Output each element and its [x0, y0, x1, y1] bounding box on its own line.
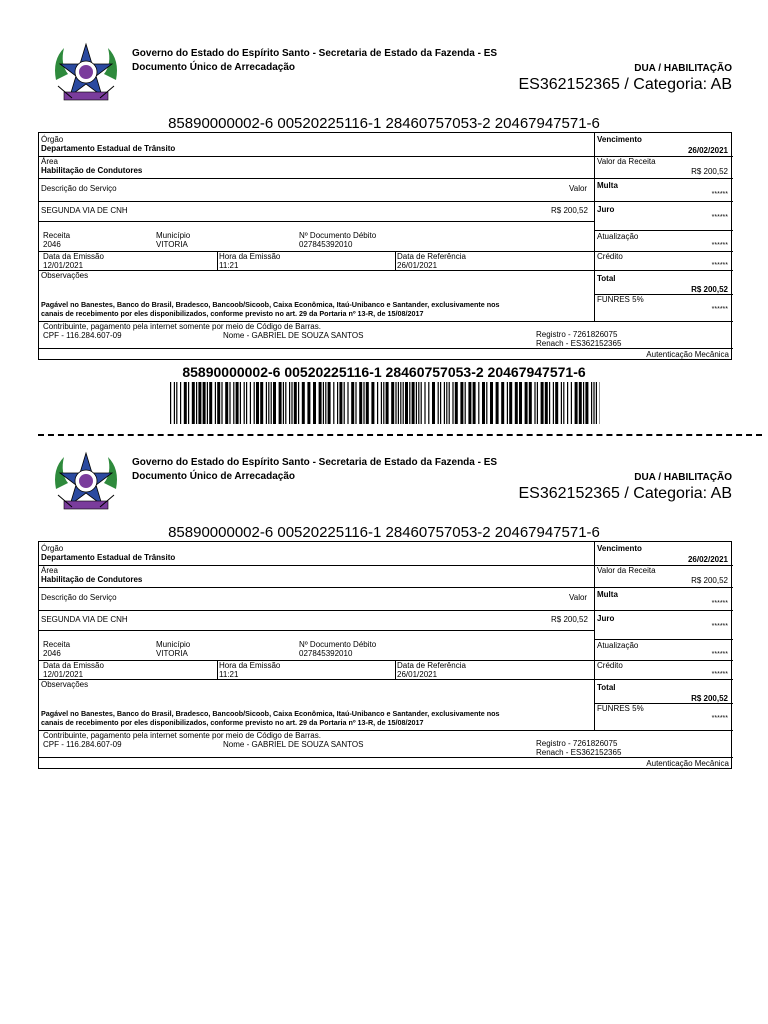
cpf: CPF - 116.284.607-09: [43, 740, 122, 749]
atualizacao-value: ******: [711, 242, 728, 249]
observacoes-text-2: canais de recebimento por eles disponibilizados, conforme previsto no art. 29 da Portaria nº 13-R, de 15/08/2017: [41, 718, 424, 727]
total-label: Total: [597, 683, 616, 692]
juro-value: ******: [711, 623, 728, 630]
atualizacao-value: ******: [711, 651, 728, 658]
doc-debito-label: Nº Documento Débito: [299, 231, 377, 240]
hora-value: 11:21: [219, 261, 239, 270]
doc-debito-label: Nº Documento Débito: [299, 640, 377, 649]
emissao-label: Data da Emissão: [43, 252, 104, 261]
total-value: R$ 200,52: [691, 694, 728, 703]
total-label: Total: [597, 274, 616, 283]
descricao-label: Descrição do Serviço: [41, 184, 117, 193]
funres-label: FUNRES 5%: [597, 704, 644, 713]
observacoes-text-1: Pagável no Banestes, Banco do Brasil, Bradesco, Bancoob/Sicoob, Caixa Econômica, Itaú-Unibanco e Santander, exclusivamente nos: [41, 709, 500, 718]
credito-label: Crédito: [597, 252, 623, 261]
referencia-value: 26/01/2021: [397, 261, 438, 270]
renach: Renach - ES362152365: [536, 339, 622, 348]
valor-receita-label: Valor da Receita: [597, 157, 656, 166]
credito-label: Crédito: [597, 661, 623, 670]
receita-label: Receita: [43, 231, 71, 240]
nome: Nome - GABRIEL DE SOUZA SANTOS: [223, 740, 364, 749]
nome: Nome - GABRIEL DE SOUZA SANTOS: [223, 331, 364, 340]
doc-type: DUA / HABILITAÇÃO: [634, 63, 732, 74]
cpf: CPF - 116.284.607-09: [43, 331, 122, 340]
atualizacao-label: Atualização: [597, 641, 639, 650]
doc-debito-value: 027845392010: [299, 649, 353, 658]
dua-copy-2-container: [0, 409, 768, 768]
referencia-label: Data de Referência: [397, 252, 466, 261]
valor-label: Valor: [569, 184, 588, 193]
referencia-label: Data de Referência: [397, 661, 466, 670]
multa-label: Multa: [597, 590, 618, 599]
emissao-label: Data da Emissão: [43, 661, 104, 670]
multa-label: Multa: [597, 181, 618, 190]
juro-label: Juro: [597, 614, 615, 623]
multa-value: ******: [711, 191, 728, 198]
atualizacao-label: Atualização: [597, 232, 639, 241]
valor-receita-value: R$ 200,52: [691, 167, 728, 176]
renach: Renach - ES362152365: [536, 748, 622, 757]
observacoes-label: Observações: [41, 680, 89, 689]
valor-label: Valor: [569, 593, 588, 602]
hora-label: Hora da Emissão: [219, 252, 281, 261]
area-value: Habilitação de Condutores: [41, 166, 143, 175]
area-label: Área: [41, 566, 58, 575]
observacoes-label: Observações: [41, 271, 89, 280]
vencimento-label: Vencimento: [597, 135, 642, 144]
contribuinte-text: Contribuinte, pagamento pela internet somente por meio de Código de Barras.: [43, 322, 321, 331]
credito-value: ******: [711, 262, 728, 269]
hora-label: Hora da Emissão: [219, 661, 281, 670]
servico-value: SEGUNDA VIA DE CNH: [41, 615, 128, 624]
servico-valor: R$ 200,52: [551, 615, 588, 624]
receita-value: 2046: [43, 649, 61, 658]
vencimento-label: Vencimento: [597, 544, 642, 553]
vencimento-value: 26/02/2021: [687, 555, 728, 564]
descricao-label: Descrição do Serviço: [41, 593, 117, 602]
emissao-value: 12/01/2021: [43, 261, 84, 270]
orgao-label: Órgão: [41, 135, 64, 144]
multa-value: ******: [711, 600, 728, 607]
digitable-line: 85890000002-6 00520225116-1 28460757053-2 20467947571-6: [168, 524, 600, 541]
orgao-label: Órgão: [41, 544, 64, 553]
es-coat-of-arms-logo: [50, 449, 122, 515]
observacoes-text-2: canais de recebimento por eles disponibilizados, conforme previsto no art. 29 da Portaria nº 13-R, de 15/08/2017: [41, 309, 424, 318]
es-coat-of-arms-logo: [50, 40, 122, 106]
referencia-value: 26/01/2021: [397, 670, 438, 679]
vencimento-value: 26/02/2021: [687, 146, 728, 155]
observacoes-text-1: Pagável no Banestes, Banco do Brasil, Bradesco, Bancoob/Sicoob, Caixa Econômica, Itaú-Unibanco e Santander, exclusivamente nos: [41, 300, 500, 309]
juro-value: ******: [711, 214, 728, 221]
funres-value: ******: [711, 715, 728, 722]
dua-copy: [0, 409, 768, 768]
digitable-line: 85890000002-6 00520225116-1 28460757053-2 20467947571-6: [168, 115, 600, 132]
municipio-label: Município: [156, 640, 191, 649]
header-title-line2: Documento Único de Arrecadação: [132, 62, 296, 73]
valor-receita-label: Valor da Receita: [597, 566, 656, 575]
area-label: Área: [41, 157, 58, 166]
servico-valor: R$ 200,52: [551, 206, 588, 215]
municipio-value: VITORIA: [156, 649, 188, 658]
autenticacao: Autenticação Mecânica: [646, 350, 729, 359]
receita-value: 2046: [43, 240, 61, 249]
header-title-line1: Governo do Estado do Espírito Santo - Secretaria de Estado da Fazenda - ES: [132, 457, 498, 468]
total-value: R$ 200,52: [691, 285, 728, 294]
registro: Registro - 7261826075: [536, 330, 618, 339]
municipio-label: Município: [156, 231, 191, 240]
autenticacao: Autenticação Mecânica: [646, 759, 729, 768]
municipio-value: VITORIA: [156, 240, 188, 249]
area-value: Habilitação de Condutores: [41, 575, 143, 584]
header-title-line1: Governo do Estado do Espírito Santo - Secretaria de Estado da Fazenda - ES: [132, 48, 498, 59]
form-box: [38, 132, 732, 360]
funres-label: FUNRES 5%: [597, 295, 644, 304]
doc-debito-value: 027845392010: [299, 240, 353, 249]
form-box: [38, 541, 732, 769]
dua-code: ES362152365 / Categoria: AB: [518, 485, 732, 502]
orgao-value: Departamento Estadual de Trânsito: [41, 553, 176, 562]
receita-label: Receita: [43, 640, 71, 649]
orgao-value: Departamento Estadual de Trânsito: [41, 144, 176, 153]
hora-value: 11:21: [219, 670, 239, 679]
barcode-image: [170, 382, 600, 424]
credito-value: ******: [711, 671, 728, 678]
dua-code: ES362152365 / Categoria: AB: [518, 76, 732, 93]
emissao-value: 12/01/2021: [43, 670, 84, 679]
cut-line-divider: [38, 434, 762, 436]
contribuinte-text: Contribuinte, pagamento pela internet somente por meio de Código de Barras.: [43, 731, 321, 740]
barcode-digitable-line: 85890000002-6 00520225116-1 28460757053-2 20467947571-6: [182, 364, 586, 380]
servico-value: SEGUNDA VIA DE CNH: [41, 206, 128, 215]
doc-type: DUA / HABILITAÇÃO: [634, 472, 732, 483]
funres-value: ******: [711, 306, 728, 313]
juro-label: Juro: [597, 205, 615, 214]
registro: Registro - 7261826075: [536, 739, 618, 748]
header-title-line2: Documento Único de Arrecadação: [132, 471, 296, 482]
dua-copy: [0, 0, 768, 359]
valor-receita-value: R$ 200,52: [691, 576, 728, 585]
dua-copy-1-container: [0, 0, 768, 359]
